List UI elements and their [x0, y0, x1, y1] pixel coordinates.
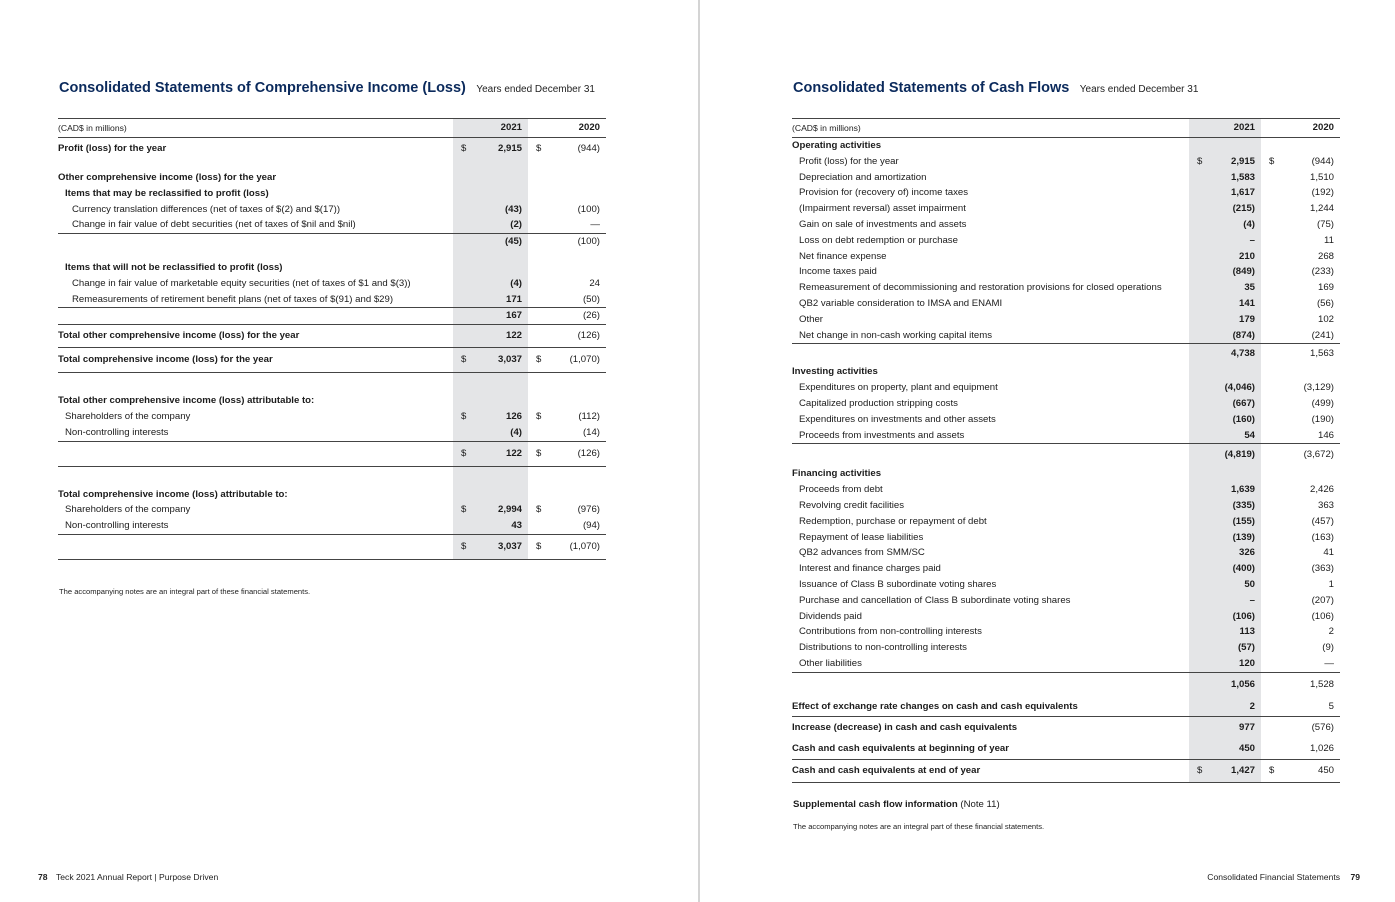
value-2021: 2,994	[475, 502, 528, 518]
table-header	[792, 119, 1340, 138]
value-2020: 363	[1317, 499, 1334, 511]
table-row	[792, 624, 1340, 640]
table-row	[792, 716, 1340, 739]
row-label: Other	[799, 313, 823, 325]
value-2020: —	[1324, 657, 1334, 669]
units-label: (CAD$ in millions)	[792, 119, 1189, 138]
left-footer-text: Teck 2021 Annual Report | Purpose Driven	[55, 872, 219, 882]
value-2021: (215)	[1211, 201, 1261, 217]
value-2020: (163)	[1311, 531, 1334, 543]
row-label: Non-controlling interests	[65, 520, 169, 532]
row-label: Income taxes paid	[799, 266, 877, 278]
row-label: Profit (loss) for the year	[58, 143, 167, 154]
value-2020: (363)	[1311, 563, 1334, 575]
value-2020: 11	[1324, 234, 1334, 246]
row-label: Depreciation and amortization	[799, 171, 927, 183]
table-row	[792, 264, 1340, 280]
table-row	[792, 154, 1340, 170]
row-label: Other liabilities	[799, 657, 862, 669]
table-row	[792, 759, 1340, 782]
value-2020: (1,070)	[550, 534, 606, 559]
row-label: Currency translation differences (net of taxes of $(2) and $(17))	[72, 203, 341, 215]
supplemental-info	[793, 799, 1000, 810]
table-row	[58, 186, 606, 202]
table-row	[58, 325, 606, 348]
table-row	[792, 593, 1340, 609]
value-2021: (106)	[1211, 609, 1261, 625]
row-label: QB2 variable consideration to IMSA and ENAMI	[799, 297, 1003, 309]
row-label: Remeasurements of retirement benefit plans (net of taxes of $(91) and $29)	[72, 293, 394, 305]
value-2021: 977	[1211, 716, 1261, 739]
value-2021: 126	[475, 409, 528, 425]
table-row	[58, 202, 606, 218]
row-label: Total other comprehensive income (loss) attributable to:	[58, 395, 315, 407]
value-2021: (335)	[1211, 498, 1261, 514]
left-subtitle: Years ended December 31	[476, 84, 595, 95]
table-row	[792, 138, 1340, 154]
row-label: Proceeds from debt	[799, 484, 883, 496]
table-row	[58, 217, 606, 233]
table-row	[792, 412, 1340, 428]
table-row	[58, 260, 606, 276]
value-2021: –	[1211, 233, 1261, 249]
row-label: Total comprehensive income (loss) for the year	[58, 348, 453, 373]
value-2021: 3,037	[475, 348, 528, 373]
value-2021: (849)	[1211, 264, 1261, 280]
value-2020: 2	[1328, 626, 1334, 638]
value-2021: 1,427	[1211, 759, 1261, 782]
value-2021: (4)	[475, 276, 528, 292]
table-row	[792, 201, 1340, 217]
row-label: Capitalized production stripping costs	[799, 397, 958, 409]
value-2021: (4)	[1211, 217, 1261, 233]
value-2021: (4)	[475, 425, 528, 441]
table-row	[58, 348, 606, 373]
row-label: Issuance of Class B subordinate voting shares	[799, 578, 997, 590]
table-row	[58, 425, 606, 441]
subtotal-row	[792, 672, 1340, 697]
value-2021: 1,639	[1211, 482, 1261, 498]
value-2021: (45)	[475, 234, 528, 250]
right-subtitle: Years ended December 31	[1079, 84, 1199, 95]
value-2021: 50	[1211, 577, 1261, 593]
row-label: Effect of exchange rate changes on cash and cash equivalents	[792, 700, 1078, 712]
value-2021: 35	[1211, 280, 1261, 296]
value-2021: –	[1211, 593, 1261, 609]
value-2020: (112)	[578, 410, 600, 422]
table-row	[792, 697, 1340, 717]
row-label: Distributions to non-controlling interests	[799, 642, 967, 654]
row-label: Net change in non-cash working capital items	[799, 329, 993, 341]
value-2021: 3,037	[475, 534, 528, 559]
row-label: Change in fair value of debt securities (net of taxes of $nil and $nil)	[72, 219, 356, 231]
value-2020: 2,426	[1309, 484, 1334, 496]
currency-2020: $	[528, 441, 550, 466]
value-2021: (667)	[1211, 396, 1261, 412]
table-row	[58, 502, 606, 518]
table-row	[792, 428, 1340, 444]
right-footer-text: Consolidated Financial Statements	[1207, 872, 1341, 882]
value-2020: 1	[1328, 578, 1334, 590]
value-2020: (56)	[1316, 297, 1334, 309]
currency-2021: $	[453, 441, 475, 466]
table-row	[58, 138, 606, 161]
value-2021: 1,617	[1211, 185, 1261, 201]
row-label: Other comprehensive income (loss) for the year	[58, 172, 277, 183]
row-label: Purchase and cancellation of Class B subordinate voting shares	[799, 594, 1071, 606]
currency-2020: $	[536, 410, 542, 422]
value-2020: (944)	[577, 143, 600, 154]
row-label: Loss on debt redemption or purchase	[799, 234, 958, 246]
table-row	[58, 393, 606, 409]
value-2020: 1,244	[1309, 203, 1334, 215]
row-label: Investing activities	[792, 366, 878, 378]
subtotal-row	[58, 234, 606, 250]
row-label: Expenditures on investments and other assets	[799, 413, 996, 425]
value-2021: (155)	[1211, 514, 1261, 530]
value-2020: 268	[1317, 250, 1334, 262]
value-2020: 41	[1323, 547, 1334, 559]
value-2020: (576)	[1283, 716, 1340, 739]
table-row	[792, 328, 1340, 344]
table-row	[792, 380, 1340, 396]
row-label: Provision for (recovery of) income taxes	[799, 187, 969, 199]
value-2020: (3,672)	[1283, 444, 1340, 467]
row-label: Shareholders of the company	[65, 410, 191, 422]
value-2021: 120	[1211, 656, 1261, 672]
value-2020: (50)	[582, 293, 600, 305]
row-label: Interest and finance charges paid	[799, 563, 941, 575]
table-row	[58, 487, 606, 503]
table-row	[58, 409, 606, 425]
value-2021: 4,738	[1211, 344, 1261, 365]
value-2020: (100)	[550, 234, 606, 250]
value-2020: (26)	[550, 308, 606, 325]
table-row	[792, 530, 1340, 546]
value-2021: 210	[1211, 249, 1261, 265]
table-row	[58, 170, 606, 186]
column-2021: 2021	[475, 119, 528, 138]
table-row	[792, 482, 1340, 498]
row-label: Net finance expense	[799, 250, 887, 262]
value-2020: 102	[1317, 313, 1334, 325]
row-label: Dividends paid	[799, 610, 862, 622]
table-header	[58, 119, 606, 138]
supplemental-label: Supplemental cash flow information	[793, 799, 958, 810]
subtotal-row	[58, 534, 606, 559]
right-footer	[1207, 872, 1360, 882]
row-label: Cash and cash equivalents at beginning of year	[792, 742, 1009, 754]
column-2020: 2020	[550, 119, 606, 138]
row-label: Proceeds from investments and assets	[799, 429, 965, 441]
left-page-number: 78	[38, 872, 48, 882]
currency-2020: $	[536, 504, 542, 516]
currency-2020: $	[528, 348, 550, 373]
table-row	[792, 498, 1340, 514]
row-label: Items that will not be reclassified to profit (loss)	[65, 261, 283, 273]
left-title: Consolidated Statements of Comprehensive Income (Loss)	[59, 80, 466, 96]
row-label: Cash and cash equivalents at end of year	[792, 759, 1189, 782]
spacer-row	[58, 383, 606, 393]
right-note: The accompanying notes are an integral part of these financial statements.	[793, 822, 1045, 831]
value-2021: 326	[1211, 545, 1261, 561]
value-2020: (192)	[1311, 187, 1334, 199]
row-label: Total comprehensive income (loss) attributable to:	[58, 488, 288, 500]
value-2020: (75)	[1316, 218, 1334, 230]
value-2020: (126)	[550, 325, 606, 348]
table-row	[792, 656, 1340, 672]
currency-2021: $	[453, 348, 475, 373]
currency-2020: $	[528, 534, 550, 559]
row-label: Financing activities	[792, 468, 882, 480]
table-row	[792, 296, 1340, 312]
value-2020: (457)	[1311, 515, 1334, 527]
value-2020: 1,026	[1309, 742, 1334, 754]
row-label: Contributions from non-controlling interests	[799, 626, 982, 638]
table-row	[792, 312, 1340, 328]
row-label: QB2 advances from SMM/SC	[799, 547, 925, 559]
table-row	[58, 292, 606, 308]
table-row	[792, 364, 1340, 380]
value-2020: 1,510	[1309, 171, 1334, 183]
table-row	[792, 514, 1340, 530]
row-label: Shareholders of the company	[65, 504, 191, 516]
row-label: Non-controlling interests	[65, 426, 169, 438]
comprehensive-income-table	[58, 118, 606, 560]
units-label: (CAD$ in millions)	[58, 119, 453, 138]
left-note: The accompanying notes are an integral part of these financial statements.	[59, 587, 311, 596]
value-2020: (976)	[577, 504, 600, 516]
value-2020: (14)	[582, 426, 600, 438]
value-2020: (207)	[1311, 594, 1334, 606]
currency-2020: $	[1269, 155, 1275, 167]
row-label: Total other comprehensive income (loss) for the year	[58, 325, 453, 348]
value-2020: (190)	[1311, 413, 1334, 425]
table-row	[792, 577, 1340, 593]
row-label: Repayment of lease liabilities	[799, 531, 924, 543]
row-label: Items that may be reclassified to profit (loss)	[65, 187, 269, 199]
table-row	[792, 249, 1340, 265]
value-2020: 1,528	[1283, 672, 1340, 697]
value-2021: 141	[1211, 296, 1261, 312]
right-page	[700, 0, 1395, 902]
value-2020: 169	[1317, 282, 1334, 294]
value-2020: (1,070)	[550, 348, 606, 373]
row-label: (Impairment reversal) asset impairment	[799, 203, 966, 215]
subtotal-row	[792, 344, 1340, 365]
row-label: Profit (loss) for the year	[799, 155, 899, 167]
value-2021: 167	[475, 308, 528, 325]
row-label: Remeasurement of decommissioning and restoration provisions for closed operations	[799, 282, 1162, 294]
value-2021: 1,056	[1211, 672, 1261, 697]
value-2021: (2)	[475, 217, 528, 233]
value-2021: (57)	[1211, 640, 1261, 656]
value-2020: (233)	[1311, 266, 1334, 278]
subtotal-row	[58, 308, 606, 325]
spacer-row	[58, 160, 606, 170]
supplemental-note-ref: (Note 11)	[957, 799, 1000, 810]
currency-2021: $	[453, 409, 475, 425]
value-2021: 113	[1211, 624, 1261, 640]
value-2021: 2,915	[1211, 154, 1261, 170]
right-title-row	[793, 79, 1198, 97]
row-label: Expenditures on property, plant and equipment	[799, 382, 998, 394]
value-2020: 24	[589, 277, 600, 289]
row-label: Revolving credit facilities	[799, 499, 905, 511]
value-2021: 2	[1211, 697, 1261, 717]
row-label: Change in fair value of marketable equity securities (net of taxes of $1 and $(3))	[72, 277, 411, 289]
subtotal-row	[792, 444, 1340, 467]
value-2021: (4,819)	[1211, 444, 1261, 467]
value-2021: 2,915	[475, 138, 528, 161]
value-2020: (106)	[1311, 610, 1334, 622]
value-2020: 1,563	[1283, 344, 1340, 365]
table-row	[792, 217, 1340, 233]
value-2021: 54	[1211, 428, 1261, 444]
value-2020: (241)	[1311, 329, 1334, 341]
value-2021: (139)	[1211, 530, 1261, 546]
currency-2021: $	[453, 534, 475, 559]
table-row	[792, 545, 1340, 561]
cash-flows-table	[792, 118, 1340, 783]
table-row	[792, 609, 1340, 625]
value-2021: 122	[475, 441, 528, 466]
value-2021: 43	[475, 518, 528, 534]
value-2020: (94)	[582, 520, 600, 532]
table-row	[792, 233, 1340, 249]
value-2020: (100)	[577, 203, 600, 215]
table-row	[792, 185, 1340, 201]
value-2021: 171	[475, 292, 528, 308]
currency-2021: $	[453, 138, 475, 161]
value-2020: (3,129)	[1303, 382, 1334, 394]
value-2020: (944)	[1311, 155, 1334, 167]
value-2021: (43)	[475, 202, 528, 218]
table-row	[58, 276, 606, 292]
table-row	[792, 640, 1340, 656]
right-title: Consolidated Statements of Cash Flows	[793, 80, 1070, 96]
value-2021: (160)	[1211, 412, 1261, 428]
left-title-row	[59, 79, 595, 97]
table-row	[58, 518, 606, 534]
column-2021: 2021	[1211, 119, 1261, 138]
value-2021: (400)	[1211, 561, 1261, 577]
row-label: Redemption, purchase or repayment of debt	[799, 515, 987, 527]
value-2020: 450	[1283, 759, 1340, 782]
row-label: Operating activities	[792, 140, 882, 151]
row-label: Increase (decrease) in cash and cash equivalents	[792, 716, 1189, 739]
value-2021: 122	[475, 325, 528, 348]
value-2020: 5	[1328, 700, 1334, 712]
value-2021: 179	[1211, 312, 1261, 328]
table-row	[792, 280, 1340, 296]
currency-2020: $	[1261, 759, 1283, 782]
value-2021: (4,046)	[1211, 380, 1261, 396]
value-2020: 146	[1317, 429, 1334, 441]
currency-2020: $	[536, 143, 542, 154]
spacer-row	[58, 250, 606, 260]
table-row	[792, 561, 1340, 577]
left-footer	[38, 872, 218, 882]
table-row	[792, 739, 1340, 760]
value-2021: 450	[1211, 739, 1261, 760]
row-label: Gain on sale of investments and assets	[799, 218, 967, 230]
right-page-number: 79	[1350, 872, 1360, 882]
value-2020: —	[590, 219, 600, 231]
table-row	[792, 466, 1340, 482]
currency-2021: $	[453, 502, 475, 518]
spacer-row	[58, 373, 606, 384]
currency-2021: $	[1189, 154, 1211, 170]
table-row	[792, 396, 1340, 412]
spacer-row	[58, 477, 606, 487]
value-2021: (874)	[1211, 328, 1261, 344]
value-2020: (126)	[550, 441, 606, 466]
spacer-row	[58, 466, 606, 477]
value-2021: 1,583	[1211, 170, 1261, 186]
table-row	[792, 170, 1340, 186]
column-2020: 2020	[1283, 119, 1340, 138]
currency-2021: $	[1189, 759, 1211, 782]
subtotal-row	[58, 441, 606, 466]
value-2020: (499)	[1311, 397, 1334, 409]
value-2020: (9)	[1322, 642, 1334, 654]
